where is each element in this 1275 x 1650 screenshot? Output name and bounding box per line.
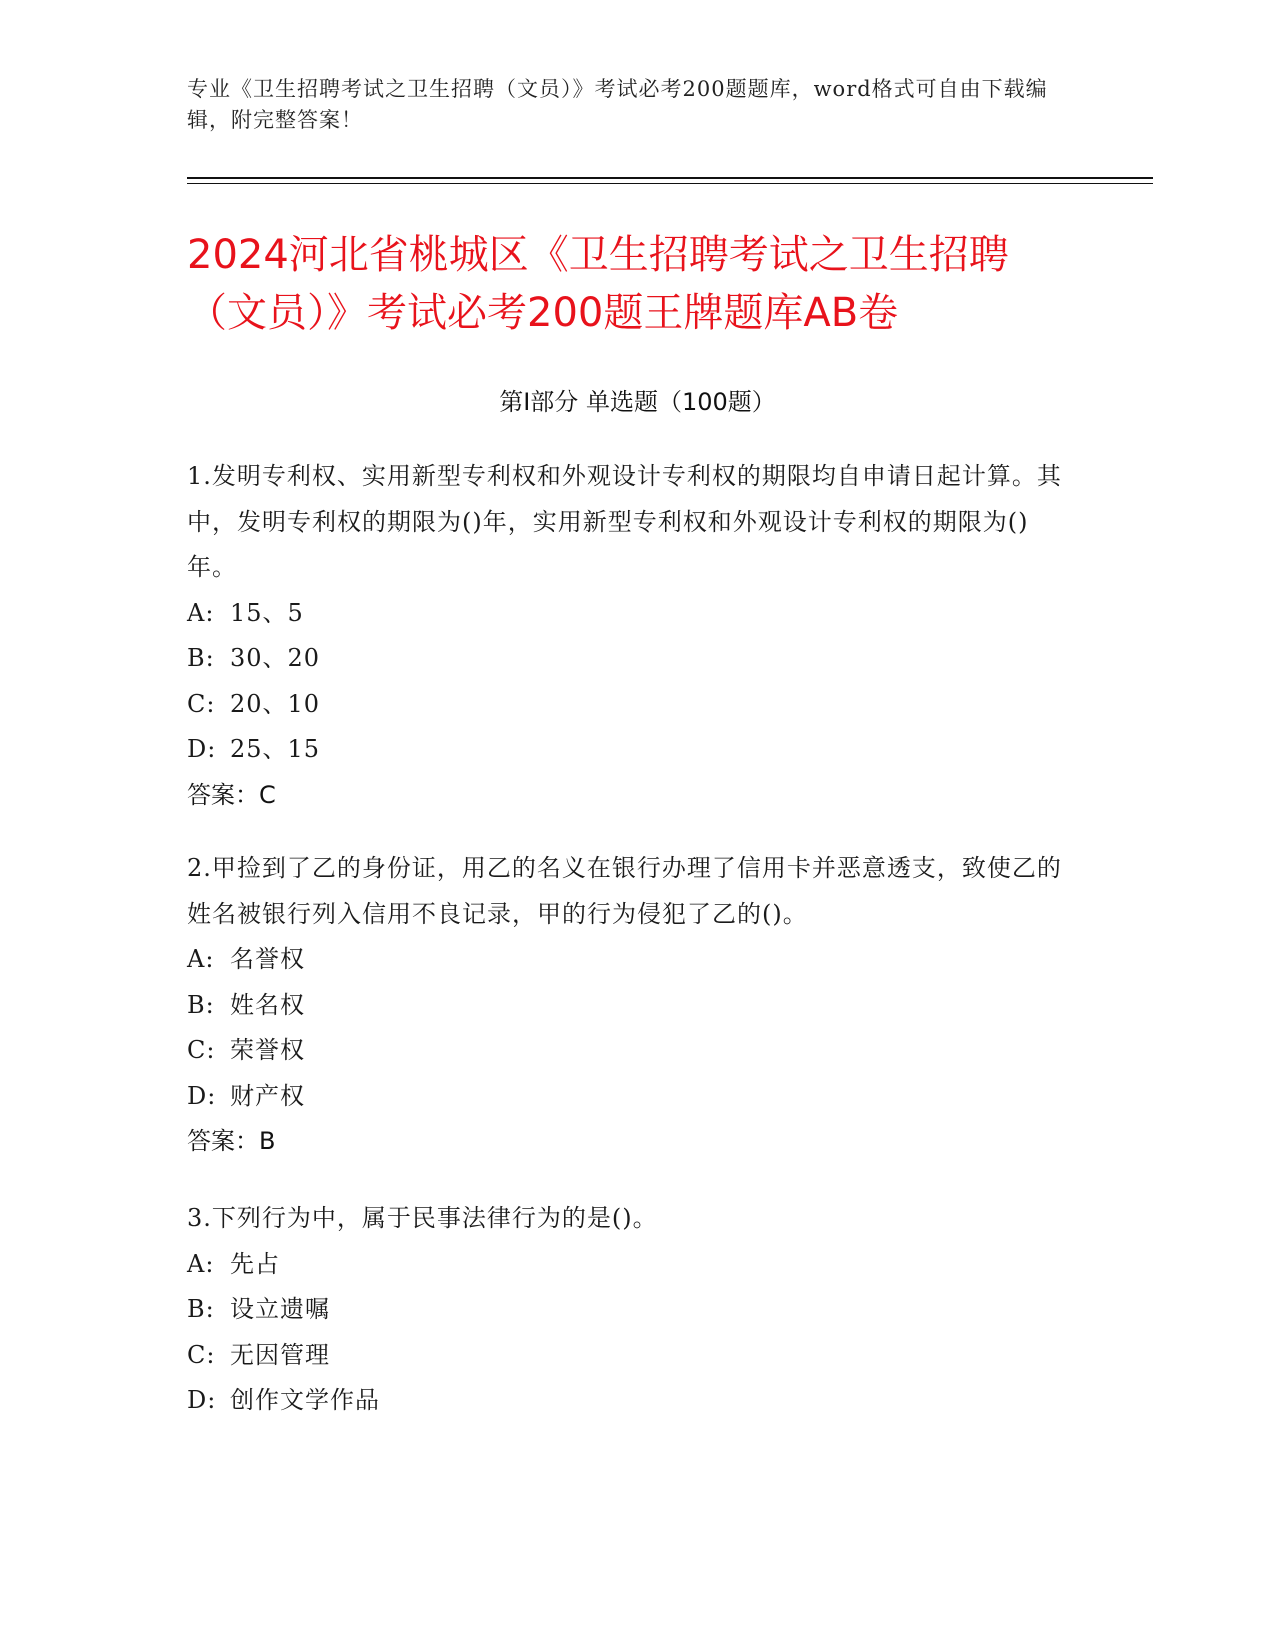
option-c <box>187 1028 1067 1074</box>
option-text: 荣誉权 <box>230 1036 305 1064</box>
question-stem: 1.发明专利权、实用新型专利权和外观设计专利权的期限均自申请日起计算。其中，发明专利权的期限为()年，实用新型专利权和外观设计专利权的期限为()年。 <box>187 462 1062 581</box>
section-heading: 第Ⅰ部分 单选题（100题） <box>499 388 776 416</box>
option-letter: D: <box>187 735 217 763</box>
option-letter: B: <box>187 990 215 1019</box>
option-text: 设立遗嘱 <box>230 1295 330 1323</box>
option-b <box>187 983 1067 1029</box>
header-note: 专业《卫生招聘考试之卫生招聘（文员）》考试必考200题题库，word格式可自由下载编辑，附完整答案！ <box>187 77 1048 132</box>
header-divider-thin <box>187 183 1153 184</box>
option-letter: D: <box>187 1081 217 1110</box>
option-letter: D: <box>187 1386 217 1414</box>
option-text: 20、10 <box>230 689 321 718</box>
option-b <box>187 1287 1067 1333</box>
option-text: 姓名权 <box>230 990 305 1019</box>
option-a <box>187 937 1067 983</box>
option-text: 创作文学作品 <box>230 1386 380 1414</box>
option-a <box>187 1242 1067 1288</box>
question-stem: 2.甲捡到了乙的身份证，用乙的名义在银行办理了信用卡并恶意透支，致使乙的姓名被银行列入信用不良记录，甲的行为侵犯了乙的()。 <box>187 854 1062 928</box>
option-letter: C: <box>187 1340 216 1369</box>
answer: 答案：C <box>187 780 276 809</box>
option-b <box>187 636 1067 682</box>
option-text: 无因管理 <box>230 1340 330 1369</box>
option-letter: B: <box>187 644 215 672</box>
question-1 <box>187 454 1067 818</box>
answer: 答案：B <box>187 1127 276 1155</box>
header-divider-thick <box>187 177 1153 179</box>
option-text: 财产权 <box>230 1081 305 1110</box>
option-text: 25、15 <box>230 735 321 763</box>
option-letter: A: <box>187 598 215 627</box>
question-2 <box>187 846 1067 1165</box>
option-text: 15、5 <box>230 598 304 627</box>
option-letter: B: <box>187 1295 215 1323</box>
option-letter: C: <box>187 1036 216 1064</box>
option-letter: C: <box>187 689 216 718</box>
option-d <box>187 1378 1067 1424</box>
option-d <box>187 727 1067 773</box>
option-letter: A: <box>187 1249 215 1278</box>
option-text: 30、20 <box>230 644 321 672</box>
option-text: 名誉权 <box>230 945 305 973</box>
question-3 <box>187 1196 1067 1424</box>
option-c <box>187 682 1067 728</box>
option-d <box>187 1074 1067 1120</box>
option-letter: A: <box>187 945 215 973</box>
option-a <box>187 591 1067 637</box>
option-c <box>187 1333 1067 1379</box>
option-text: 先占 <box>230 1249 280 1278</box>
question-stem: 3.下列行为中，属于民事法律行为的是()。 <box>187 1204 658 1232</box>
document-title: 2024河北省桃城区《卫生招聘考试之卫生招聘（文员）》考试必考200题王牌题库AB卷 <box>187 232 1009 336</box>
